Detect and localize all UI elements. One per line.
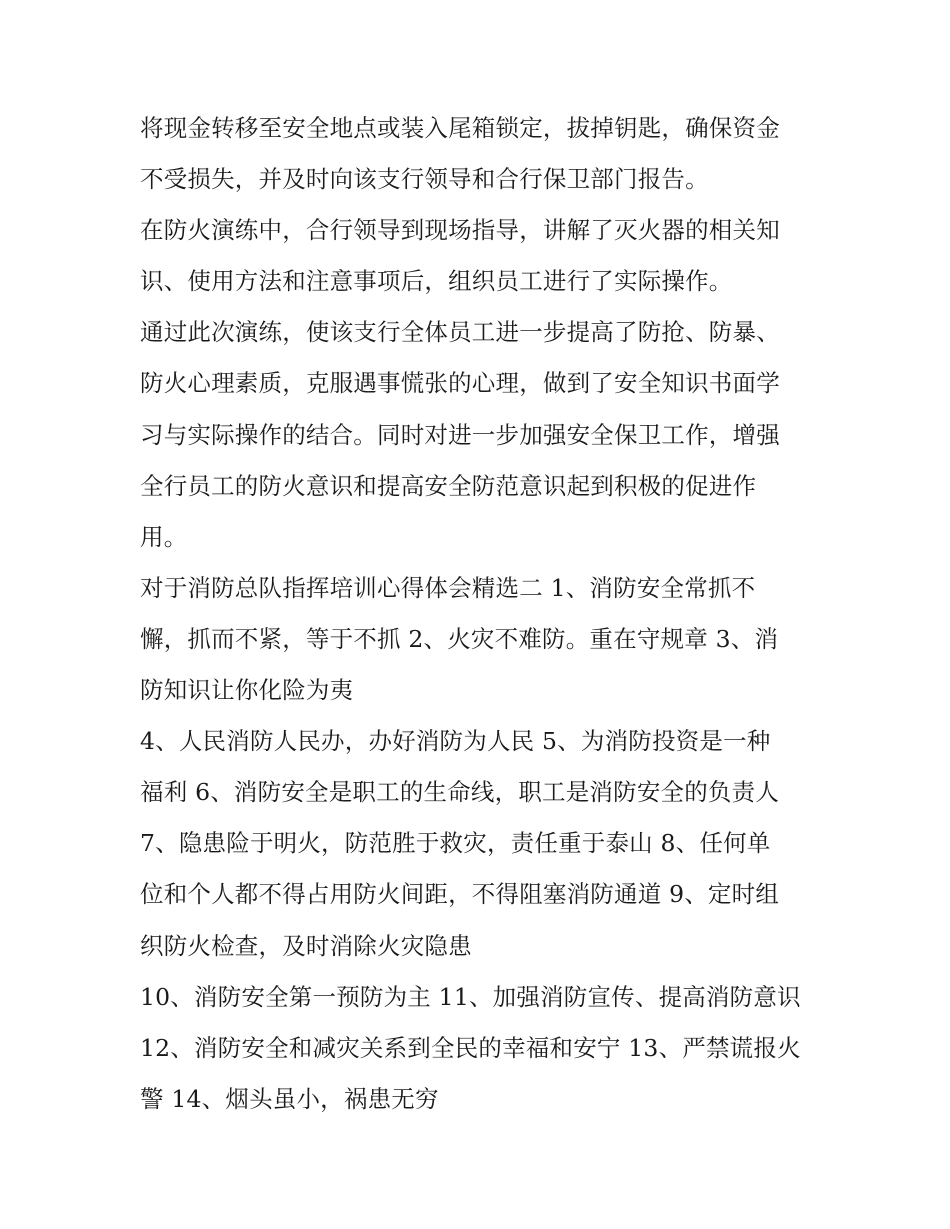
text-line: 4、人民消防人民办，办好消防为人民 5、为消防投资是一种	[140, 727, 771, 756]
text-line: 位和个人都不得占用防火间距，不得阻塞消防通道 9、定时组	[140, 880, 780, 909]
text-line: 习与实际操作的结合。同时对进一步加强安全保卫工作，增强	[140, 420, 780, 449]
text-line: 警 14、烟头虽小，祸患无穷	[140, 1084, 439, 1113]
text-line: 全行员工的防火意识和提高安全防范意识起到积极的促进作	[140, 471, 757, 500]
text-line: 福利 6、消防安全是职工的生命线，职工是消防安全的负责人	[140, 778, 780, 807]
text-line: 识、使用方法和注意事项后，组织员工进行了实际操作。	[140, 267, 733, 296]
text-line: 防知识让你化险为夷	[140, 676, 354, 705]
text-line: 防火心理素质，克服遇事慌张的心理，做到了安全知识书面学	[140, 369, 780, 398]
text-line: 10、消防安全第一预防为主 11、加强消防宣传、提高消防意识	[140, 982, 801, 1011]
text-line: 用。	[140, 522, 188, 551]
text-line: 不受损失，并及时向该支行领导和合行保卫部门报告。	[140, 165, 709, 194]
text-line: 懈，抓而不紧，等于不抓 2、火灾不难防。重在守规章 3、消	[140, 624, 779, 653]
text-line: 对于消防总队指挥培训心得体会精选二 1、消防安全常抓不	[140, 573, 756, 602]
text-line: 7、隐患险于明火，防范胜于救灾，责任重于泰山 8、任何单	[140, 829, 771, 858]
text-line: 12、消防安全和减灾关系到全民的幸福和安宁 13、严禁谎报火	[140, 1033, 801, 1062]
text-line: 将现金转移至安全地点或装入尾箱锁定，拔掉钥匙，确保资金	[140, 114, 780, 142]
body-text	[140, 103, 820, 1125]
text-line: 通过此次演练，使该支行全体员工进一步提高了防抢、防暴、	[140, 318, 780, 347]
text-line: 织防火检查，及时消除火灾隐患	[140, 931, 472, 960]
text-line: 在防火演练中，合行领导到现场指导，讲解了灭火器的相关知	[140, 216, 780, 245]
